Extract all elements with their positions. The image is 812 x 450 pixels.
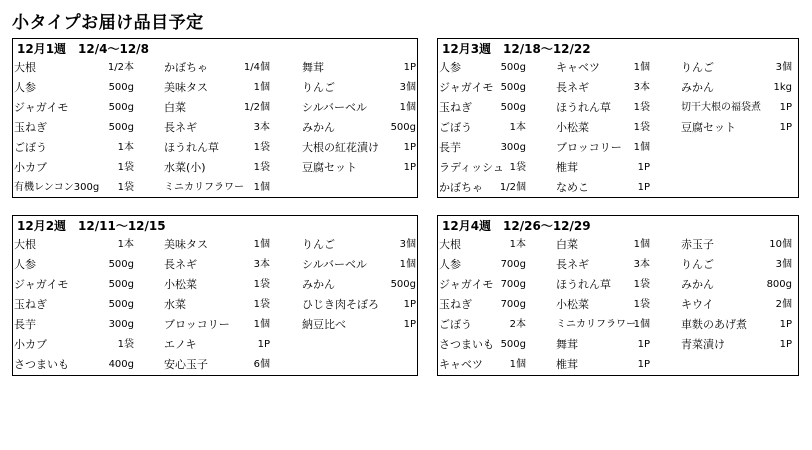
- item-qty: 6個: [253, 359, 270, 370]
- item-name: かぼちゃ: [439, 181, 483, 194]
- item-name: 玉ねぎ: [14, 121, 47, 134]
- item-qty: 3個: [775, 62, 792, 73]
- item-name: 長ネギ: [556, 81, 589, 94]
- item-name: 豆腐セット: [302, 161, 357, 174]
- item-name: ブロッコリー: [556, 141, 622, 154]
- item-name: 玉ねぎ: [14, 298, 47, 311]
- item-name: ジャガイモ: [439, 278, 494, 291]
- week-header: 12月2週 12/11～12/15: [17, 219, 166, 233]
- item-qty: 3本: [253, 259, 270, 270]
- item-qty: 1個: [633, 319, 650, 330]
- item-name: 大根: [14, 61, 36, 74]
- item-name: ジャガイモ: [14, 101, 69, 114]
- item-qty: 1P: [779, 319, 792, 330]
- item-qty: 3個: [399, 82, 416, 93]
- item-qty: 1本: [509, 239, 526, 250]
- item-name: 長ネギ: [164, 258, 197, 271]
- item-name: 切干大根の福袋煮: [681, 102, 761, 113]
- item-name: 玉ねぎ: [439, 298, 472, 311]
- item-name: ほうれん草: [556, 278, 611, 291]
- item-qty: 1P: [779, 102, 792, 113]
- item-name: 小松菜: [164, 278, 197, 291]
- item-qty: 1個: [253, 319, 270, 330]
- item-name: ほうれん草: [164, 141, 219, 154]
- item-name: ラディッシュ: [439, 161, 504, 174]
- item-qty: 10個: [769, 239, 792, 250]
- item-qty: 1袋: [253, 162, 270, 173]
- item-qty: 1/2本: [107, 62, 134, 73]
- week-box-4: [437, 215, 799, 376]
- item-qty: 3本: [633, 259, 650, 270]
- item-qty: 1P: [403, 62, 416, 73]
- item-qty: 3個: [775, 259, 792, 270]
- week-header: 12月4週 12/26～12/29: [442, 219, 591, 233]
- item-qty: 1個: [633, 62, 650, 73]
- week-box-2: [437, 38, 799, 198]
- item-name: 小松菜: [556, 298, 589, 311]
- item-qty: 1袋: [253, 142, 270, 153]
- item-qty: 1P: [637, 162, 650, 173]
- item-name: 白菜: [164, 101, 186, 114]
- item-name: エノキ: [164, 338, 197, 351]
- item-name: 美味タス: [164, 238, 208, 251]
- item-name: かぼちゃ: [164, 61, 208, 74]
- item-name: さつまいも: [439, 338, 494, 351]
- item-qty: 1袋: [633, 299, 650, 310]
- item-qty: 1個: [633, 142, 650, 153]
- item-name: 小松菜: [556, 121, 589, 134]
- item-qty: 300g: [108, 319, 134, 330]
- item-qty: 800g: [766, 279, 792, 290]
- item-name: ブロッコリー: [164, 318, 230, 331]
- item-qty: 500g: [500, 102, 526, 113]
- item-name: 白菜: [556, 238, 578, 251]
- item-qty: 400g: [108, 359, 134, 370]
- item-qty: 3本: [633, 82, 650, 93]
- item-name: 豆腐セット: [681, 121, 736, 134]
- item-name: 小カブ: [14, 161, 47, 174]
- item-name: ひじき肉そぼろ: [302, 298, 379, 311]
- item-qty: 700g: [500, 299, 526, 310]
- item-name: シルバーベル: [302, 101, 367, 114]
- item-name: 人参: [14, 81, 36, 94]
- item-qty: 500g: [390, 279, 416, 290]
- item-qty: 1個: [253, 239, 270, 250]
- item-qty: 500g: [500, 82, 526, 93]
- item-qty: 1/4個: [243, 62, 270, 73]
- item-qty: 1P: [637, 182, 650, 193]
- item-qty: 500g: [108, 102, 134, 113]
- item-qty: 1kg: [773, 82, 792, 93]
- item-name: 長芋: [439, 141, 461, 154]
- item-name: 有機レンコン300g: [14, 182, 100, 193]
- item-name: ジャガイモ: [14, 278, 69, 291]
- item-name: 赤玉子: [681, 238, 714, 251]
- item-name: 舞茸: [302, 61, 324, 74]
- item-qty: 1個: [253, 182, 270, 193]
- item-qty: 500g: [108, 82, 134, 93]
- item-name: 安心玉子: [164, 358, 208, 371]
- item-qty: 500g: [108, 259, 134, 270]
- item-qty: 1P: [257, 339, 270, 350]
- week-box-3: [12, 215, 418, 376]
- item-name: みかん: [302, 278, 335, 291]
- week-box-1: [12, 38, 418, 198]
- item-qty: 1袋: [253, 279, 270, 290]
- item-qty: 500g: [108, 279, 134, 290]
- item-name: ごぼう: [14, 141, 47, 154]
- item-name: なめこ: [556, 181, 589, 194]
- item-name: 椎茸: [556, 161, 578, 174]
- item-qty: 1個: [253, 82, 270, 93]
- item-qty: 1P: [403, 142, 416, 153]
- item-qty: 1P: [779, 339, 792, 350]
- item-name: 水菜: [164, 298, 186, 311]
- item-qty: 1本: [509, 122, 526, 133]
- item-name: りんご: [302, 81, 335, 94]
- item-qty: 1袋: [117, 162, 134, 173]
- item-qty: 1個: [509, 359, 526, 370]
- item-name: 舞茸: [556, 338, 578, 351]
- item-name: 車麩のあげ煮: [681, 318, 747, 331]
- item-name: ほうれん草: [556, 101, 611, 114]
- item-qty: 1P: [403, 319, 416, 330]
- item-name: 水菜(小): [164, 161, 206, 174]
- item-name: ごぼう: [439, 318, 472, 331]
- item-qty: 1本: [117, 239, 134, 250]
- item-qty: 500g: [500, 62, 526, 73]
- item-qty: 1袋: [633, 102, 650, 113]
- item-qty: 1個: [633, 239, 650, 250]
- item-qty: 300g: [500, 142, 526, 153]
- item-qty: 1/2個: [243, 102, 270, 113]
- item-qty: 1P: [637, 339, 650, 350]
- item-qty: 500g: [390, 122, 416, 133]
- item-qty: 1袋: [253, 299, 270, 310]
- page-title: 小タイプお届け品目予定: [12, 13, 204, 33]
- item-name: 椎茸: [556, 358, 578, 371]
- item-name: 美味タス: [164, 81, 208, 94]
- item-name: 長ネギ: [164, 121, 197, 134]
- item-name: 大根: [14, 238, 36, 251]
- item-qty: 2個: [775, 299, 792, 310]
- item-qty: 1個: [399, 102, 416, 113]
- item-name: 納豆比べ: [302, 318, 346, 331]
- item-qty: 1袋: [117, 339, 134, 350]
- item-name: ミニカリフラワー: [164, 182, 244, 193]
- item-name: 人参: [439, 258, 461, 271]
- item-qty: 2本: [509, 319, 526, 330]
- item-name: りんご: [302, 238, 335, 251]
- item-name: ジャガイモ: [439, 81, 494, 94]
- item-qty: 1P: [637, 359, 650, 370]
- week-header: 12月3週 12/18～12/22: [442, 42, 591, 56]
- item-name: 長芋: [14, 318, 36, 331]
- item-name: 大根: [439, 238, 461, 251]
- item-qty: 1P: [403, 162, 416, 173]
- item-qty: 1/2個: [499, 182, 526, 193]
- item-name: ミニカリフラワー: [556, 319, 636, 330]
- item-qty: 1袋: [509, 162, 526, 173]
- item-qty: 700g: [500, 279, 526, 290]
- item-name: 長ネギ: [556, 258, 589, 271]
- item-qty: 500g: [500, 339, 526, 350]
- item-name: 人参: [439, 61, 461, 74]
- item-name: 小カブ: [14, 338, 47, 351]
- item-qty: 1本: [117, 142, 134, 153]
- item-name: みかん: [681, 278, 714, 291]
- item-name: みかん: [302, 121, 335, 134]
- item-name: みかん: [681, 81, 714, 94]
- item-qty: 700g: [500, 259, 526, 270]
- item-name: さつまいも: [14, 358, 69, 371]
- item-qty: 1袋: [633, 122, 650, 133]
- item-name: キャベツ: [556, 61, 600, 74]
- item-qty: 500g: [108, 299, 134, 310]
- item-name: ごぼう: [439, 121, 472, 134]
- item-qty: 3個: [399, 239, 416, 250]
- item-name: 玉ねぎ: [439, 101, 472, 114]
- item-qty: 1P: [403, 299, 416, 310]
- item-name: 人参: [14, 258, 36, 271]
- item-qty: 1袋: [633, 279, 650, 290]
- item-qty: 1P: [779, 122, 792, 133]
- item-name: キャベツ: [439, 358, 483, 371]
- item-name: 大根の紅花漬け: [302, 141, 379, 154]
- item-name: 青菜漬け: [681, 338, 725, 351]
- item-qty: 1袋: [117, 182, 134, 193]
- item-name: りんご: [681, 258, 714, 271]
- item-name: シルバーベル: [302, 258, 367, 271]
- item-qty: 3本: [253, 122, 270, 133]
- item-name: キウイ: [681, 298, 714, 311]
- item-qty: 500g: [108, 122, 134, 133]
- item-qty: 1個: [399, 259, 416, 270]
- item-name: りんご: [681, 61, 714, 74]
- week-header: 12月1週 12/4～12/8: [17, 42, 149, 56]
